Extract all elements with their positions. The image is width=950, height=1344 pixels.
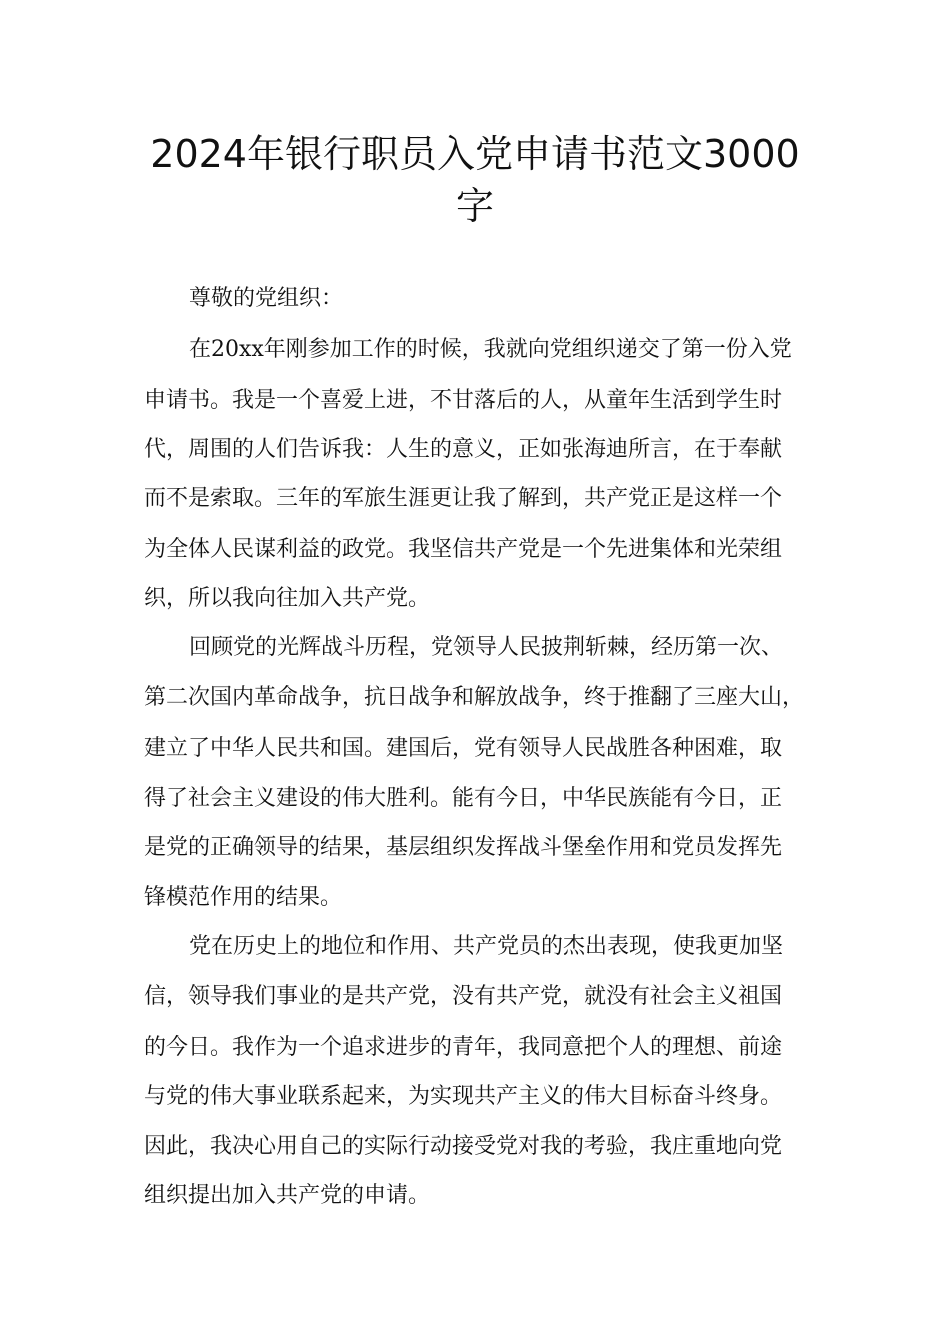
paragraph-line: 组织提出加入共产党的申请。 (144, 1183, 431, 1208)
paragraph-line: 建立了中华人民共和国。建国后，党有领导人民战胜各种困难，取 (144, 736, 783, 761)
paragraph-line: 回顾党的光辉战斗历程，党领导人民披荆斩棘，经历第一次、 (189, 635, 784, 660)
paragraph-line: 织，所以我向往加入共产党。 (144, 586, 431, 611)
paragraph-line: 是党的正确领导的结果，基层组织发挥战斗堡垒作用和党员发挥先 (144, 835, 783, 860)
paragraph-line: 的今日。我作为一个追求进步的青年，我同意把个人的理想、前途 (144, 1035, 783, 1060)
paragraph-line: 第二次国内革命战争，抗日战争和解放战争，终于推翻了三座大山， (144, 685, 805, 710)
paragraph-line: 锋模范作用的结果。 (144, 885, 343, 910)
document-title-line-1: 2024年银行职员入党申请书范文3000 (150, 132, 800, 176)
paragraph-line: 为全体人民谋利益的政党。我坚信共产党是一个先进集体和光荣组 (144, 537, 783, 562)
salutation: 尊敬的党组织： (189, 286, 344, 311)
paragraph-line: 因此，我决心用自己的实际行动接受党对我的考验，我庄重地向党 (144, 1134, 783, 1159)
document-title-line-2: 字 (455, 184, 494, 228)
paragraph-line: 与党的伟大事业联系起来，为实现共产主义的伟大目标奋斗终身。 (144, 1084, 783, 1109)
paragraph-line: 而不是索取。三年的军旅生涯更让我了解到，共产党正是这样一个 (144, 486, 783, 511)
paragraph-line: 党在历史上的地位和作用、共产党员的杰出表现，使我更加坚 (189, 934, 784, 959)
paragraph-line: 在20xx年刚参加工作的时候，我就向党组织递交了第一份入党 (189, 337, 792, 362)
paragraph-line: 信，领导我们事业的是共产党，没有共产党，就没有社会主义祖国 (144, 984, 783, 1009)
paragraph-line: 得了社会主义建设的伟大胜利。能有今日，中华民族能有今日，正 (144, 786, 783, 811)
paragraph-line: 申请书。我是一个喜爱上进，不甘落后的人，从童年生活到学生时 (144, 388, 783, 413)
paragraph-line: 代，周围的人们告诉我：人生的意义，正如张海迪所言，在于奉献 (144, 437, 783, 462)
